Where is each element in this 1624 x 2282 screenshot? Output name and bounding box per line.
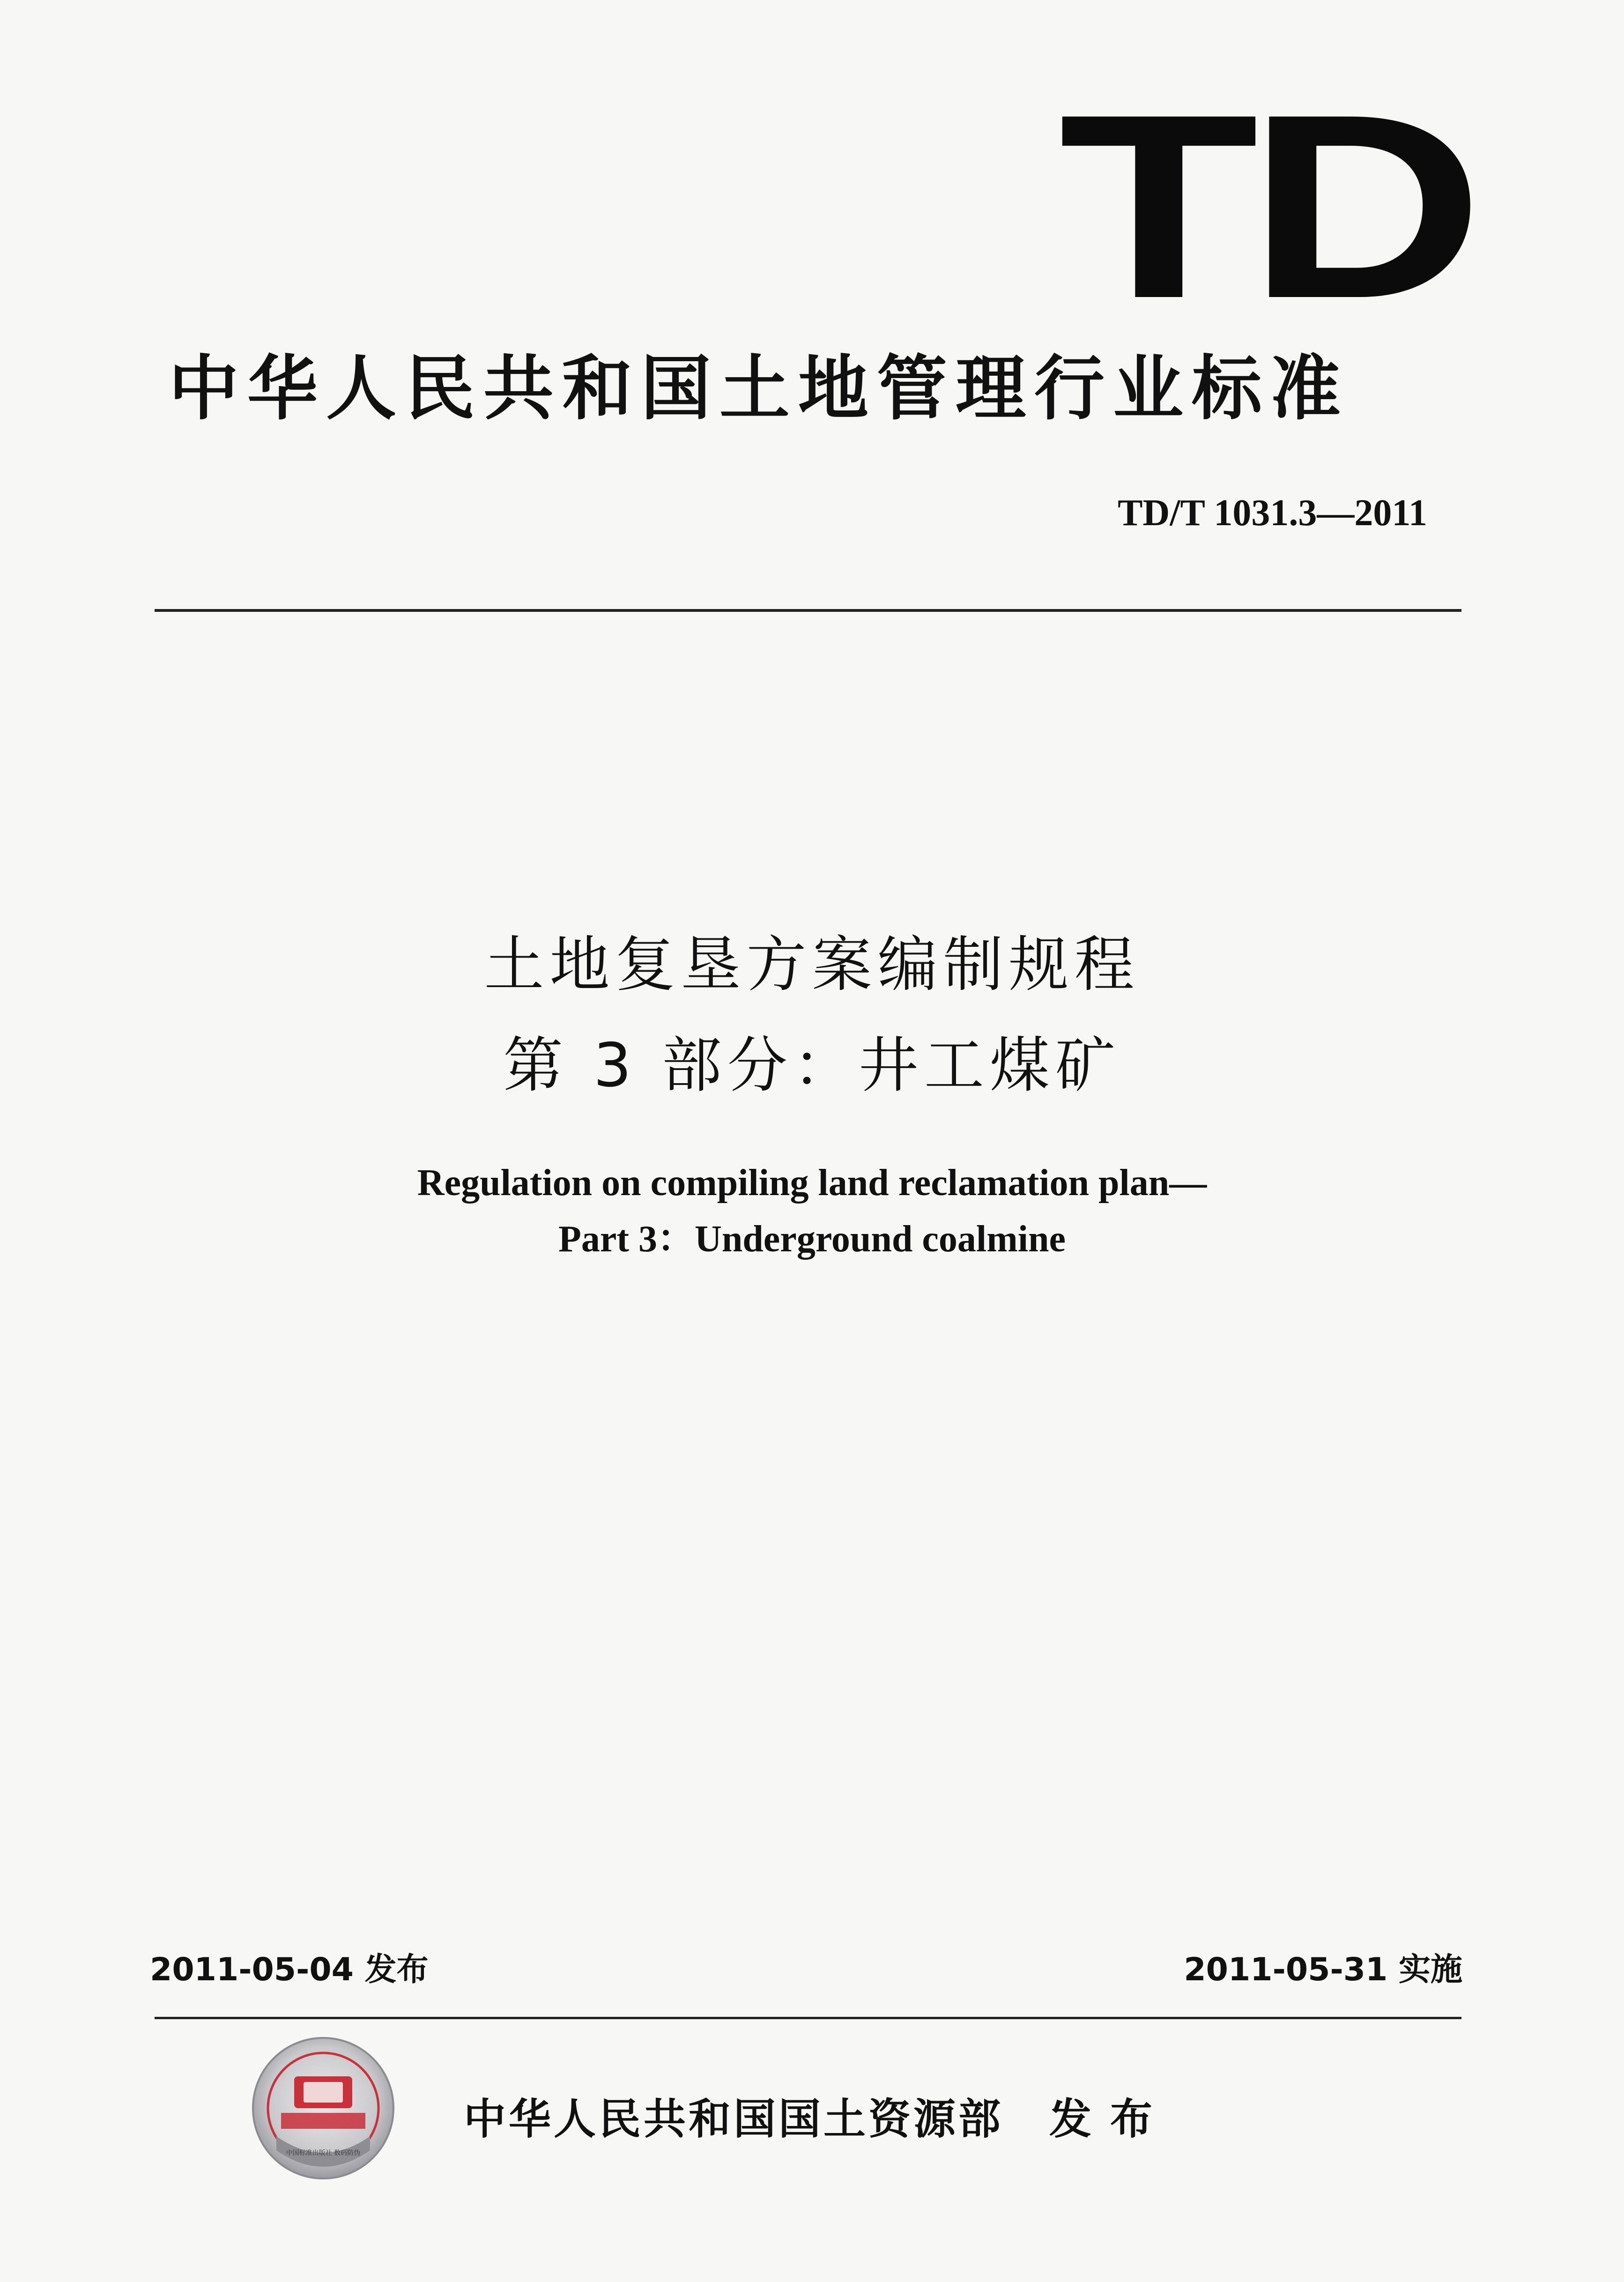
publish-label: 发布 [1049, 2095, 1171, 2144]
cn-title-line1: 土地复垦方案编制规程 [484, 930, 1140, 1000]
org-title: 中华人民共和国土地管理行业标准 [169, 348, 1350, 430]
en-title-line2: Part 3：Underground coalmine [558, 1219, 1066, 1260]
standard-number: TD/T 1031.3—2011 [1118, 492, 1427, 534]
seal-text: 中国标准出版社 数码防伪 [286, 2149, 361, 2157]
publisher-name: 中华人民共和国国土资源部 [464, 2095, 1003, 2144]
bottom-divider [155, 2017, 1461, 2019]
cn-title-line2: 第 3 部分：井工煤矿 [503, 1031, 1121, 1100]
top-divider [155, 609, 1461, 612]
implementation-date: 2011-05-31 实施 [1184, 1951, 1462, 1988]
td-logo: TD [1059, 59, 1473, 353]
anti-counterfeit-seal-icon [248, 2033, 398, 2183]
issue-date: 2011-05-04 发布 [150, 1951, 429, 1988]
en-title-line1: Regulation on compiling land reclamation plan— [417, 1162, 1207, 1204]
